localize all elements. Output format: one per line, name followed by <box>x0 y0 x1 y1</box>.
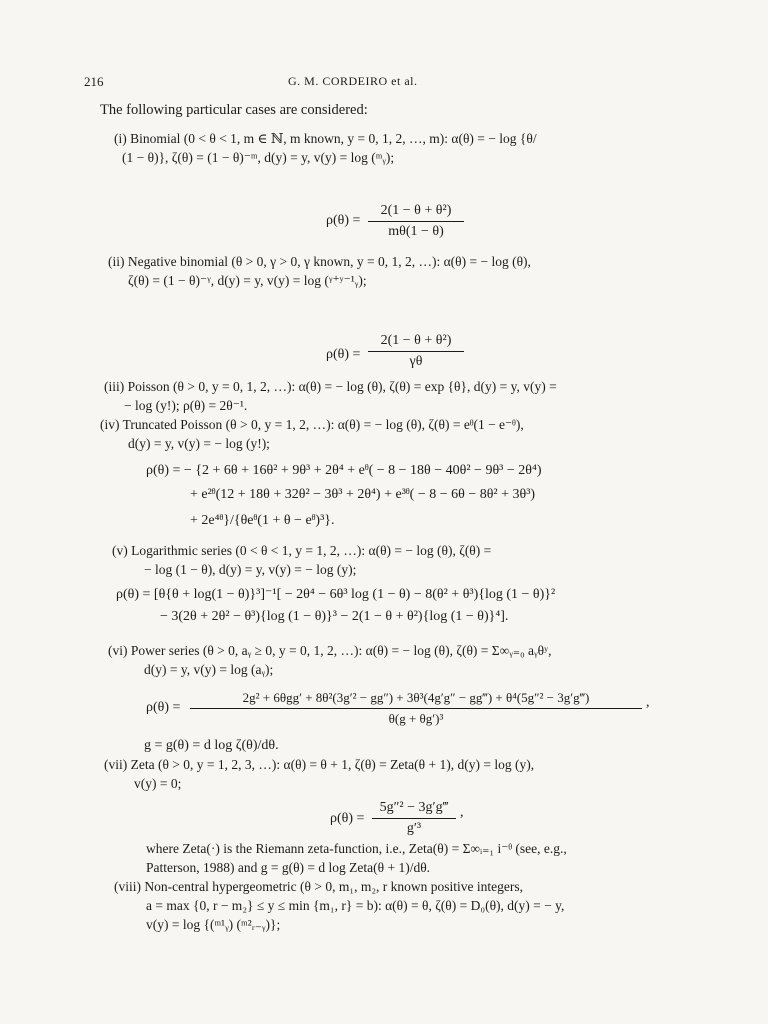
case-i-line-1: (i) Binomial (0 < θ < 1, m ∈ ℕ, m known, y = 0, 1, 2, …, m): α(θ) = − log {θ/ <box>114 131 537 146</box>
case-vi-rho-fraction <box>190 689 642 728</box>
case-iv-line-2: d(y) = y, v(y) = − log (y!); <box>128 436 270 451</box>
case-iii-line-2: − log (y!); ρ(θ) = 2θ⁻¹. <box>124 398 248 413</box>
case-i-rho-numerator: 2(1 − θ + θ²) <box>380 203 452 218</box>
fraction-bar <box>372 818 456 819</box>
case-ii-line-1: (ii) Negative binomial (θ > 0, γ > 0, γ known, y = 0, 1, 2, …): α(θ) = − log (θ), <box>108 254 531 269</box>
case-iv-rho-line-1: ρ(θ) = − {2 + 6θ + 16θ² + 9θ³ + 2θ⁴ + eᶿ( − 8 − 18θ − 40θ² − 9θ³ − 2θ⁴) <box>146 463 542 478</box>
case-i-rho-label: ρ(θ) = <box>326 213 361 228</box>
case-v-rho-line-1: ρ(θ) = [θ{θ + log(1 − θ)}³]⁻¹[ − 2θ⁴ − 6θ³ log (1 − θ) − 8(θ² + θ³){log (1 − θ)}² <box>116 587 556 602</box>
case-vi-rho-denominator: θ(g + θg′)³ <box>388 711 444 726</box>
case-iii-line-1: (iii) Poisson (θ > 0, y = 0, 1, 2, …): α(θ) = − log (θ), ζ(θ) = exp {θ}, d(y) = y, v(y) = <box>104 379 557 394</box>
case-vi-g-definition: g = g(θ) = d log ζ(θ)/dθ. <box>144 738 279 753</box>
case-vi-comma: , <box>646 695 650 710</box>
case-vii-line-2: v(y) = 0; <box>134 776 182 791</box>
case-vii-line-3: where Zeta(·) is the Riemann zeta-function, i.e., Zeta(θ) = Σ∞ᵢ₌₁ i⁻ᶿ (see, e.g., <box>146 841 567 856</box>
fraction-bar <box>368 221 464 222</box>
fraction-bar <box>368 351 464 352</box>
case-ii-rho-numerator: 2(1 − θ + θ²) <box>380 333 452 348</box>
case-iv-line-1: (iv) Truncated Poisson (θ > 0, y = 1, 2, …): α(θ) = − log (θ), ζ(θ) = eᶿ(1 − e⁻ᶿ), <box>100 417 524 432</box>
case-iv-rho-line-3: + 2e⁴ᶿ}/{θeᶿ(1 + θ − eᶿ)³}. <box>190 513 335 528</box>
case-v-line-1: (v) Logarithmic series (0 < θ < 1, y = 1, 2, …): α(θ) = − log (θ), ζ(θ) = <box>112 543 492 558</box>
fraction-bar <box>190 708 642 709</box>
case-iv-rho-line-2: + e²ᶿ(12 + 18θ + 32θ² − 3θ³ + 2θ⁴) + e³ᶿ( − 8 − 6θ − 8θ² + 3θ³) <box>190 487 536 502</box>
case-vii-line-1: (vii) Zeta (θ > 0, y = 1, 2, 3, …): α(θ) = θ + 1, ζ(θ) = Zeta(θ + 1), d(y) = log (y), <box>104 757 535 772</box>
case-vi-rho-numerator: 2g² + 6θgg′ + 8θ²(3g′² − gg″) + 3θ³(4g′g″ − gg‴) + θ⁴(5g″² − 3g′g‴) <box>242 690 590 705</box>
case-viii-line-1: (viii) Non-central hypergeometric (θ > 0, m₁, m₂, r known positive integers, <box>114 879 524 894</box>
case-vii-comma: , <box>460 805 464 820</box>
case-vi-line-1: (vi) Power series (θ > 0, aᵧ ≥ 0, y = 0, 1, 2, …): α(θ) = − log (θ), ζ(θ) = Σ∞ᵧ₌₀ aᵧθʸ, <box>108 643 552 658</box>
case-ii-rho-fraction <box>368 332 464 371</box>
case-i-rho-denominator: mθ(1 − θ) <box>388 224 444 239</box>
case-v-line-2: − log (1 − θ), d(y) = y, v(y) = − log (y); <box>144 562 357 577</box>
case-vii-rho-label: ρ(θ) = <box>330 811 365 826</box>
case-ii-rho-label: ρ(θ) = <box>326 347 361 362</box>
case-i-line-2: (1 − θ)}, ζ(θ) = (1 − θ)⁻ᵐ, d(y) = y, v(y) = log (ᵐᵧ); <box>122 150 395 165</box>
case-viii-line-2: a = max {0, r − m₂} ≤ y ≤ min {m₁, r} = b): α(θ) = θ, ζ(θ) = D₀(θ), d(y) = − y, <box>146 898 565 913</box>
running-head: G. M. CORDEIRO et al. <box>288 74 418 88</box>
case-v-rho-line-2: − 3(2θ + 2θ² − θ³){log (1 − θ)}³ − 2(1 − θ + θ²){log (1 − θ)}⁴]. <box>160 609 509 624</box>
case-vii-rho-numerator: 5g″² − 3g′g‴ <box>379 800 449 815</box>
case-ii-rho-denominator: γθ <box>409 354 423 369</box>
case-vii-rho-fraction <box>372 799 456 838</box>
case-i-rho-fraction <box>368 202 464 241</box>
case-vi-line-2: d(y) = y, v(y) = log (aᵧ); <box>144 662 274 677</box>
case-ii-line-2: ζ(θ) = (1 − θ)⁻ᵞ, d(y) = y, v(y) = log (ᵞ⁺ʸ⁻¹ᵧ); <box>128 273 367 288</box>
page-number: 216 <box>84 74 104 89</box>
case-vi-rho-label: ρ(θ) = <box>146 700 181 715</box>
intro-text: The following particular cases are considered: <box>100 102 368 118</box>
case-vii-rho-denominator: g′³ <box>406 821 422 836</box>
case-vii-line-4: Patterson, 1988) and g = g(θ) = d log Zeta(θ + 1)/dθ. <box>146 860 431 875</box>
case-viii-line-3: v(y) = log {(ᵐ¹ᵧ) (ᵐ²ᵣ₋ᵧ)}; <box>146 917 281 932</box>
